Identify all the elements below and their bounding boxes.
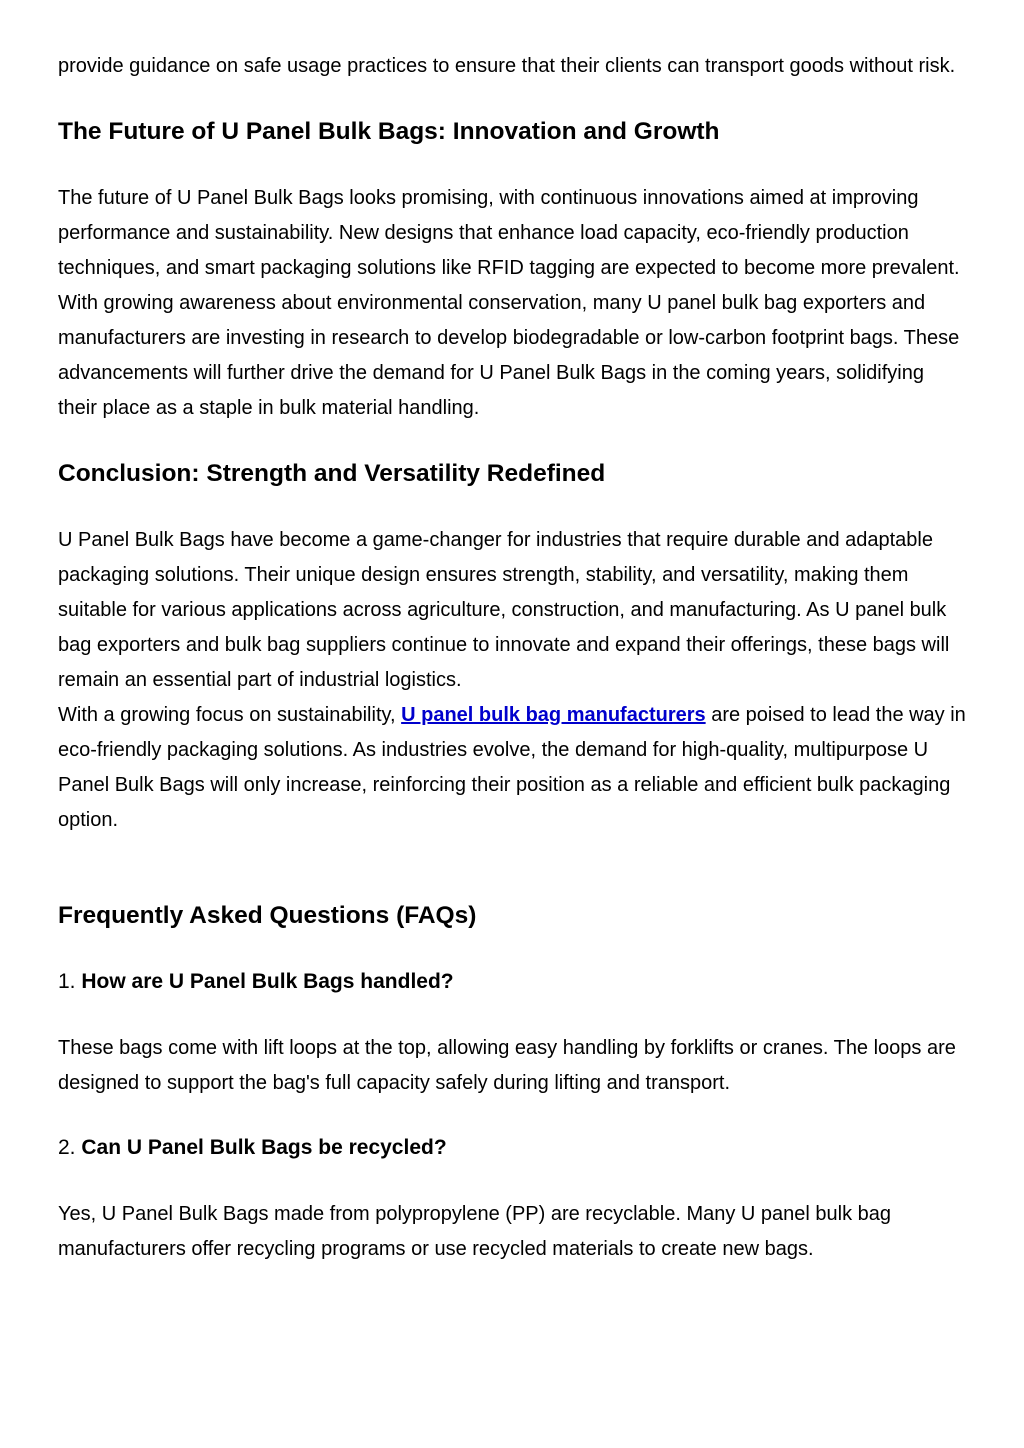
conclusion-section-heading: Conclusion: Strength and Versatility Redefined — [58, 460, 606, 487]
conclusion-text-before-link: With a growing focus on sustainability, — [58, 704, 402, 726]
conclusion-paragraph-1: U Panel Bulk Bags have become a game-changer for industries that require durable and adaptable packaging solutions. Their unique design ensures strength, stability, and versatility, making them suitable for various applications across agriculture, construction, and manufacturing. As U panel bulk bag exporters and bulk bag suppliers continue to innovate and expand their offerings, these bags will remain an essential part of industrial logistics. — [58, 529, 950, 691]
faq-answer-2: Yes, U Panel Bulk Bags made from polypropylene (PP) are recyclable. Many U panel bulk bag manufacturers offer recycling programs or use recycled materials to create new bags. — [58, 1203, 892, 1260]
faq-question-1-text: How are U Panel Bulk Bags handled? — [81, 970, 454, 993]
u-panel-bulk-bag-manufacturers-link[interactable]: U panel bulk bag manufacturers — [401, 704, 706, 726]
faq-question-1 — [58, 965, 966, 998]
faq-section-heading: Frequently Asked Questions (FAQs) — [58, 902, 477, 929]
faq-question-2-number: 2. — [58, 1136, 76, 1159]
future-section-heading: The Future of U Panel Bulk Bags: Innovation and Growth — [58, 118, 720, 145]
faq-answer-1: These bags come with lift loops at the top, allowing easy handling by forklifts or cranes. The loops are designed to support the bag's full capacity safely during lifting and transport. — [58, 1037, 956, 1094]
future-paragraph-1: The future of U Panel Bulk Bags looks promising, with continuous innovations aimed at improving performance and sustainability. New designs that enhance load capacity, eco-friendly production techniques, and smart packaging solutions like RFID tagging are expected to become more prevalent. — [58, 187, 960, 279]
future-paragraph-2: With growing awareness about environmental conservation, many U panel bulk bag exporters and manufacturers are investing in research to develop biodegradable or low-carbon footprint bags. These advancements will further drive the demand for U Panel Bulk Bags in the coming years, solidifying their place as a staple in bulk material handling. — [58, 292, 960, 419]
document-content — [58, 49, 966, 1267]
faq-question-2-text: Can U Panel Bulk Bags be recycled? — [81, 1136, 447, 1159]
conclusion-paragraph-2 — [58, 698, 966, 838]
faq-question-2 — [58, 1131, 966, 1164]
conclusion-text-after-link: are poised to lead the way in eco-friendly packaging solutions. As industries evolve, the demand for high-quality, multipurpose U Panel Bulk Bags will only increase, reinforcing their position as a reliable and efficient bulk packaging option. — [58, 704, 966, 831]
intro-continuation-paragraph: provide guidance on safe usage practices to ensure that their clients can transport goods without risk. — [58, 55, 956, 77]
faq-question-1-number: 1. — [58, 970, 76, 993]
